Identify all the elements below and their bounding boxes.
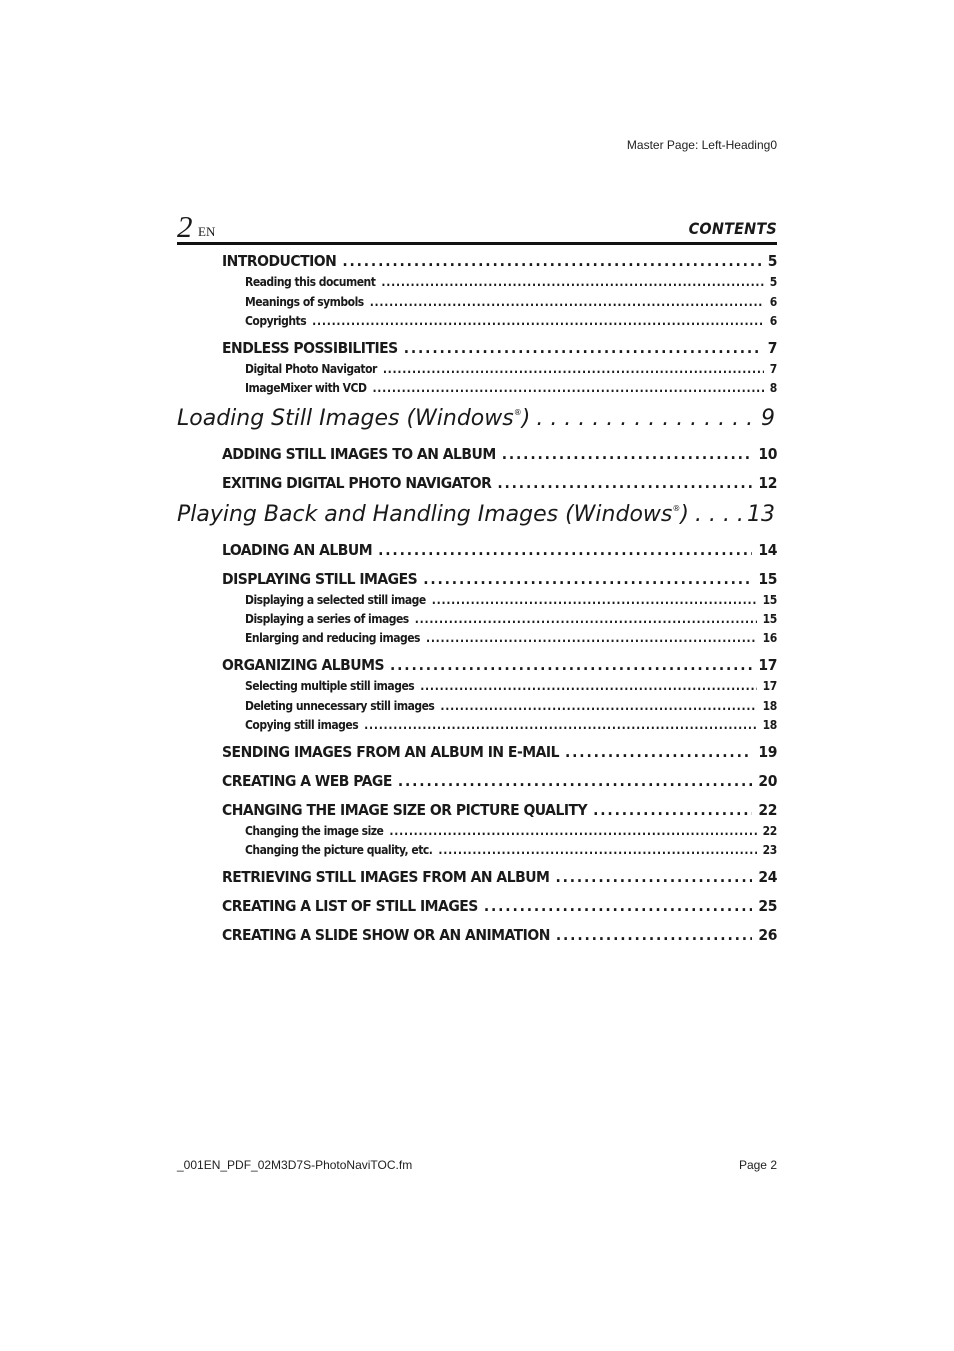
dot-leader — [555, 868, 752, 886]
toc-entry-label: SENDING IMAGES FROM AN ALBUM IN E-MAIL — [222, 743, 559, 761]
toc-entry-label: LOADING AN ALBUM — [222, 541, 373, 559]
page-language-suffix: EN — [198, 224, 216, 239]
dot-leader — [312, 314, 764, 328]
toc-entry-page: 18 — [762, 718, 777, 732]
dot-leader — [372, 381, 763, 395]
registered-mark: ® — [672, 504, 681, 513]
toc-entry-page: 6 — [769, 295, 777, 309]
toc-section-entry[interactable] — [222, 772, 777, 796]
dot-leader — [364, 718, 756, 732]
toc-subsection-entry[interactable] — [245, 314, 777, 332]
toc-subsection-entry[interactable] — [245, 295, 777, 313]
dot-leader — [695, 502, 741, 527]
toc-entry-label: Copying still images — [245, 718, 359, 732]
toc-section-entry[interactable] — [222, 570, 777, 594]
toc-section-entry[interactable] — [222, 541, 777, 565]
toc-entry-label: Enlarging and reducing images — [245, 631, 420, 645]
dot-leader — [420, 679, 756, 693]
toc-section-entry[interactable] — [222, 252, 777, 276]
toc-entry-label: CREATING A WEB PAGE — [222, 772, 392, 790]
dot-leader — [404, 339, 762, 357]
toc-entry-page: 9 — [761, 406, 775, 431]
dot-leader — [438, 843, 756, 857]
toc-entry-label: ImageMixer with VCD — [245, 381, 367, 395]
toc-entry-page: 5 — [769, 275, 777, 289]
toc-entry-page: 12 — [758, 474, 777, 492]
toc-entry-label: Changing the image size — [245, 824, 384, 838]
toc-subsection-entry[interactable] — [245, 824, 777, 842]
toc-entry-label: Digital Photo Navigator — [245, 362, 377, 376]
toc-entry-page: 16 — [762, 631, 777, 645]
dot-leader — [502, 445, 753, 463]
toc-chapter-entry[interactable] — [177, 406, 777, 440]
registered-mark: ® — [513, 408, 522, 417]
toc-entry-page: 17 — [758, 656, 777, 674]
dot-leader — [378, 541, 752, 559]
toc-section-entry[interactable] — [222, 926, 777, 950]
toc-entry-page: 7 — [767, 339, 777, 357]
toc-entry-label: INTRODUCTION — [222, 252, 337, 270]
dot-leader — [536, 406, 755, 431]
toc-subsection-entry[interactable] — [245, 275, 777, 293]
toc-entry-label: Playing Back and Handling Images (Windows®) — [177, 502, 689, 527]
toc-entry-label: ADDING STILL IMAGES TO AN ALBUM — [222, 445, 496, 463]
toc-section-entry[interactable] — [222, 801, 777, 825]
toc-entry-label: Loading Still Images (Windows®) — [177, 406, 531, 431]
toc-entry-page: 22 — [758, 801, 777, 819]
toc-entry-label: CREATING A LIST OF STILL IMAGES — [222, 897, 478, 915]
contents-title: CONTENTS — [688, 219, 777, 238]
dot-leader — [423, 570, 752, 588]
toc-entry-label: Meanings of symbols — [245, 295, 364, 309]
toc-entry-label: Copyrights — [245, 314, 307, 328]
dot-leader — [389, 824, 756, 838]
toc-section-entry[interactable] — [222, 445, 777, 469]
dot-leader — [484, 897, 753, 915]
dot-leader — [565, 743, 752, 761]
toc-entry-page: 17 — [762, 679, 777, 693]
toc-entry-page: 26 — [758, 926, 777, 944]
toc-entry-label: Changing the picture quality, etc. — [245, 843, 433, 857]
dot-leader — [342, 252, 761, 270]
toc-entry-label: DISPLAYING STILL IMAGES — [222, 570, 418, 588]
toc-subsection-entry[interactable] — [245, 718, 777, 736]
dot-leader — [383, 362, 764, 376]
toc-subsection-entry[interactable] — [245, 679, 777, 697]
toc-subsection-entry[interactable] — [245, 593, 777, 611]
toc-entry-label: Displaying a series of images — [245, 612, 409, 626]
toc-entry-label: EXITING DIGITAL PHOTO NAVIGATOR — [222, 474, 492, 492]
toc-entry-page: 5 — [767, 252, 777, 270]
toc-section-entry[interactable] — [222, 897, 777, 921]
toc-section-entry[interactable] — [222, 474, 777, 498]
toc-entry-label: CHANGING THE IMAGE SIZE OR PICTURE QUALITY — [222, 801, 588, 819]
dot-leader — [432, 593, 757, 607]
toc-section-entry[interactable] — [222, 868, 777, 892]
toc-entry-page: 7 — [769, 362, 777, 376]
toc-entry-page: 15 — [762, 593, 777, 607]
toc-entry-label: RETRIEVING STILL IMAGES FROM AN ALBUM — [222, 868, 550, 886]
footer-page-label: Page 2 — [738, 1158, 777, 1172]
toc-entry-page: 8 — [769, 381, 777, 395]
toc-section-entry[interactable] — [222, 656, 777, 680]
dot-leader — [390, 656, 752, 674]
toc-subsection-entry[interactable] — [245, 381, 777, 399]
toc-entry-page: 22 — [762, 824, 777, 838]
toc-entry-label: ORGANIZING ALBUMS — [222, 656, 384, 674]
page-number: 2 — [177, 209, 193, 244]
toc-entry-page: 25 — [758, 897, 777, 915]
toc-subsection-entry[interactable] — [245, 612, 777, 630]
dot-leader — [370, 295, 764, 309]
toc-entry-page: 24 — [758, 868, 777, 886]
source-filename: _001EN_PDF_02M3D7S-PhotoNaviTOC.fm — [177, 1158, 413, 1172]
dot-leader — [415, 612, 757, 626]
toc-entry-page: 20 — [758, 772, 777, 790]
toc-entry-page: 13 — [747, 502, 775, 527]
toc-entry-page: 18 — [762, 699, 777, 713]
toc-entry-page: 14 — [758, 541, 777, 559]
toc-chapter-entry[interactable] — [177, 502, 777, 536]
toc-entry-label: Deleting unnecessary still images — [245, 699, 435, 713]
dot-leader — [381, 275, 763, 289]
toc-section-entry[interactable] — [222, 339, 777, 363]
dot-leader — [593, 801, 752, 819]
toc-entry-label: Selecting multiple still images — [245, 679, 415, 693]
toc-entry-label: Displaying a selected still image — [245, 593, 426, 607]
dot-leader — [497, 474, 752, 492]
table-of-contents — [177, 0, 777, 1000]
toc-subsection-entry[interactable] — [245, 362, 777, 380]
toc-entry-label: Reading this document — [245, 275, 376, 289]
toc-entry-page: 6 — [769, 314, 777, 328]
toc-entry-page: 23 — [762, 843, 777, 857]
toc-entry-page: 10 — [758, 445, 777, 463]
toc-subsection-entry[interactable] — [245, 631, 777, 649]
toc-entry-page: 15 — [758, 570, 777, 588]
master-page-label: Master Page: Left-Heading0 — [626, 138, 777, 152]
toc-entry-label: ENDLESS POSSIBILITIES — [222, 339, 398, 357]
dot-leader — [556, 926, 753, 944]
dot-leader — [426, 631, 757, 645]
toc-subsection-entry[interactable] — [245, 843, 777, 861]
toc-entry-page: 19 — [758, 743, 777, 761]
dot-leader — [398, 772, 753, 790]
dot-leader — [440, 699, 756, 713]
toc-subsection-entry[interactable] — [245, 699, 777, 717]
toc-entry-page: 15 — [762, 612, 777, 626]
toc-entry-label: CREATING A SLIDE SHOW OR AN ANIMATION — [222, 926, 550, 944]
toc-section-entry[interactable] — [222, 743, 777, 767]
